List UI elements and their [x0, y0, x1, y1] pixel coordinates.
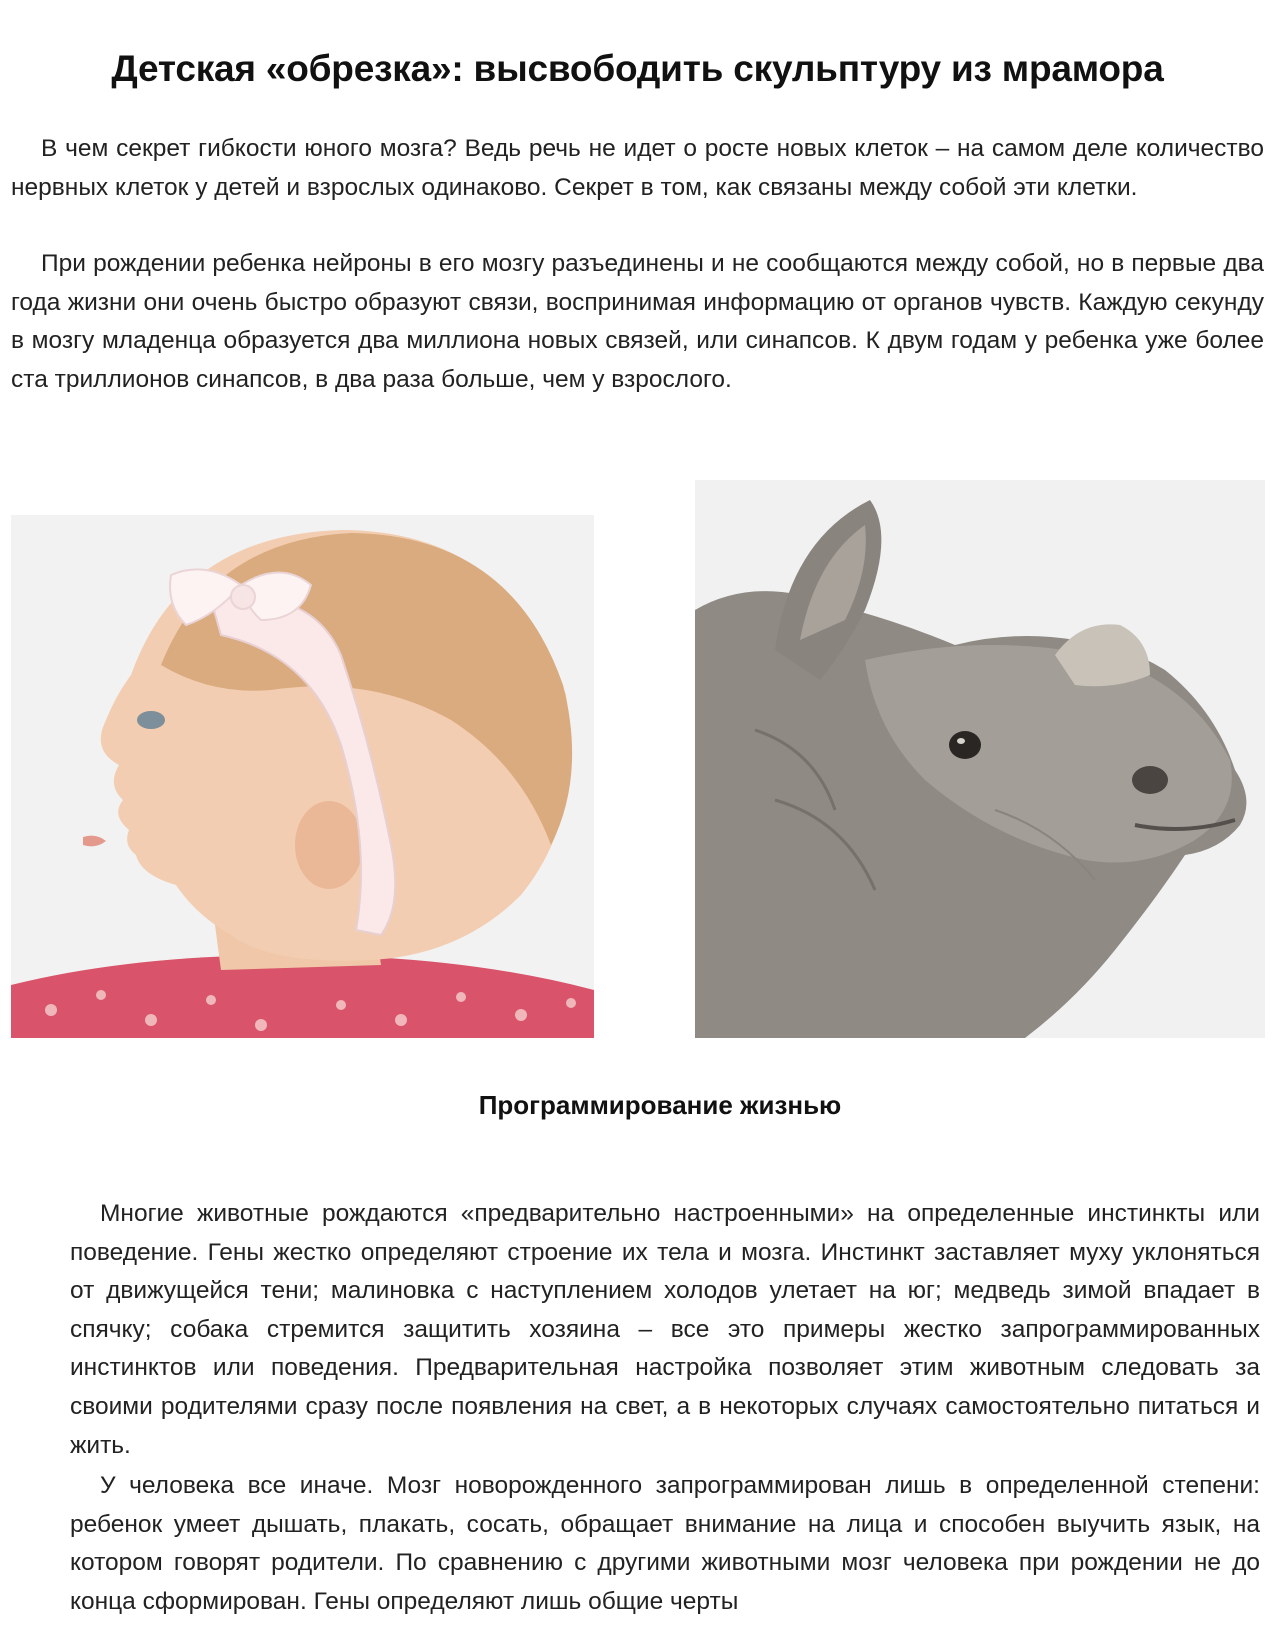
page-title: Детская «обрезка»: высвободить скульптуру из мрамора [111, 48, 1164, 89]
intro-paragraph-1: В чем секрет гибкости юного мозга? Ведь речь не идет о росте новых клеток – на самом деле количество нервных клеток у детей и взрослых одинаково. Секрет в том, как связаны между собой эти клетки. [11, 135, 1264, 201]
body-paragraph-2: У человека все иначе. Мозг новорожденного запрограммирован лишь в определенной степени: ребенок умеет дышать, плакать, сосать, обращает внимание на лица и способен выучить язык, на котором говорят родители. По сравнению с другими животными мозг человека при рождении не до конца сформирован. Гены определяют лишь общие черты [70, 1472, 1260, 1615]
intro-paragraph-2: При рождении ребенка нейроны в его мозгу разъединены и не сообщаются между собой, но в первые два года жизни они очень быстро образуют связи, воспринимая информацию от органов чувств. Каждую секунду в мозгу младенца образуется два миллиона новых связей, или синапсов. К двум годам у ребенка уже более ста триллионов синапсов, в два раза больше, чем у взрослого. [11, 250, 1264, 393]
body-paragraph-1: Многие животные рождаются «предварительно настроенными» на определенные инстинкты или поведение. Гены жестко определяют строение их тела и мозга. Инстинкт заставляет муху уклоняться от движущейся тени; малиновка с наступлением холодов улетает на юг; медведь зимой впадает в спячку; собака стремится защитить хозяина – все это примеры жестко запрограммированных инстинктов или поведения. Предварительная настройка позволяет этим животным следовать за своими родителями сразу после появления на свет, а в некоторых случаях самостоятельно питаться и жить. [70, 1200, 1260, 1459]
baby-profile-photo [11, 515, 594, 1038]
section-subtitle: Программирование жизнью [478, 1090, 842, 1120]
baby-rhino-photo [695, 480, 1265, 1038]
